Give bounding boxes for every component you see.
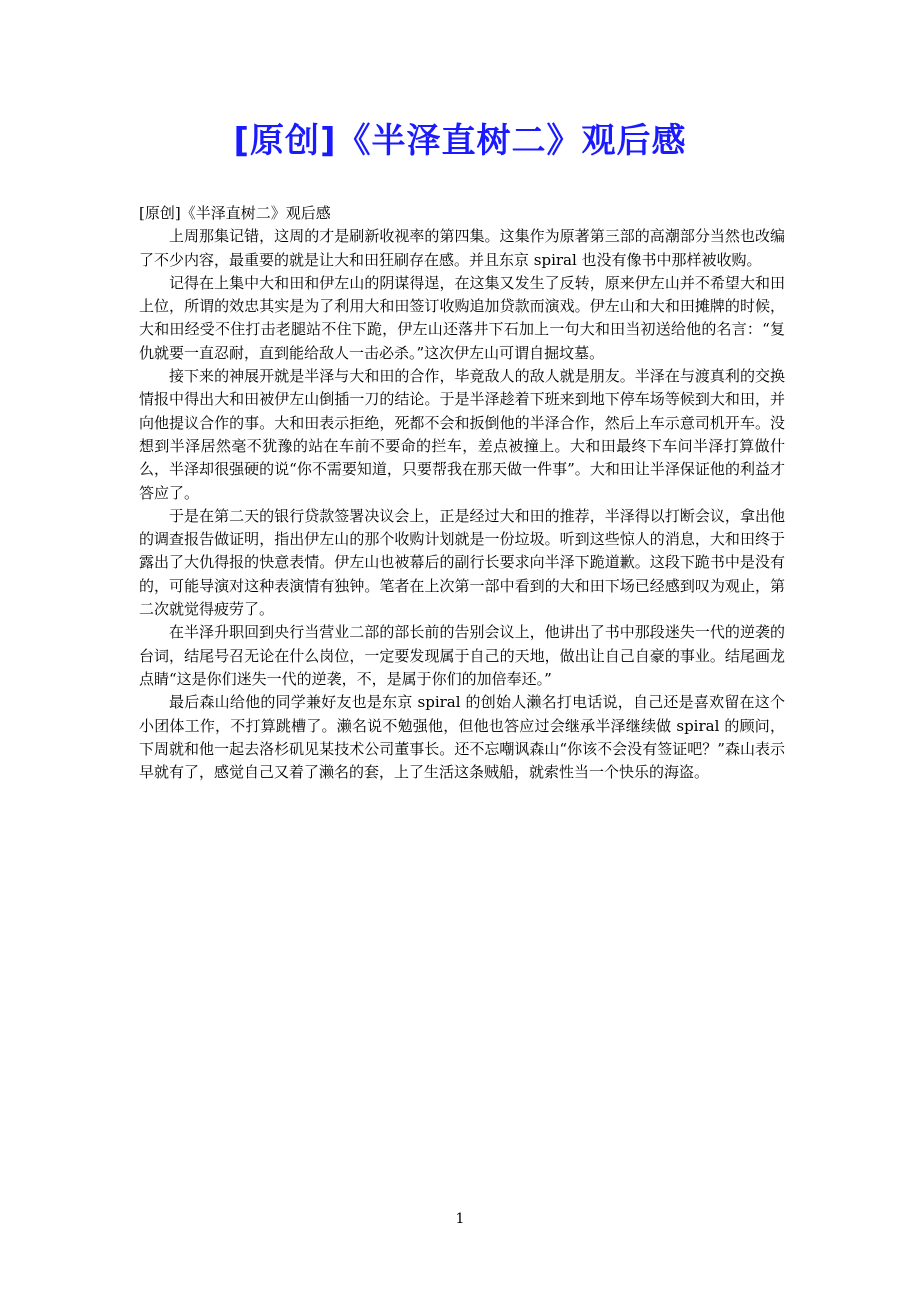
paragraph-3: 接下来的神展开就是半泽与大和田的合作，毕竟敌人的敌人就是朋友。半泽在与渡真利的交换情报中得出大和田被伊左山倒插一刀的结论。于是半泽趁着下班来到地下停车场等候到大和田，并向他提议合作的事。大和田表示拒绝，死都不会和扳倒他的半泽合作，然后上车示意司机开车。没想到半泽居然毫不犹豫的站在车前不要命的拦车，差点被撞上。大和田最终下车问半泽打算做什么，半泽却很强硬的说“你不需要知道，只要帮我在那天做一件事”。大和田让半泽保证他的利益才答应了。	[139, 367, 785, 502]
page-number: 1	[455, 1211, 465, 1227]
subtitle-line: [原创]《半泽直树二》观后感	[139, 204, 331, 222]
document-body	[139, 202, 785, 784]
document-title: [原创]《半泽直树二》观后感	[233, 121, 687, 161]
paragraph-1: 上周那集记错，这周的才是刷新收视率的第四集。这集作为原著第三部的高潮部分当然也改编了不少内容，最重要的就是让大和田狂刷存在感。并且东京 spiral 也没有像书中那样被收购。	[139, 227, 785, 269]
paragraph-4: 于是在第二天的银行贷款签署决议会上，正是经过大和田的推荐，半泽得以打断会议，拿出他的调查报告做证明，指出伊左山的那个收购计划就是一份垃圾。听到这些惊人的消息，大和田终于露出了大仇得报的快意表情。伊左山也被幕后的副行长要求向半泽下跪道歉。这段下跪书中是没有的，可能导演对这种表演情有独钟。笔者在上次第一部中看到的大和田下场已经感到叹为观止，第二次就觉得疲劳了。	[139, 506, 785, 619]
paragraph-5: 在半泽升职回到央行当营业二部的部长前的告别会议上，他讲出了书中那段迷失一代的逆袭的台词，结尾号召无论在什么岗位，一定要发现属于自己的天地，做出让自己自豪的事业。结尾画龙点睛“这是你们迷失一代的逆袭，不，是属于你们的加倍奉还。”	[139, 623, 785, 688]
paragraph-6: 最后森山给他的同学兼好友也是东京 spiral 的创始人濑名打电话说，自己还是喜欢留在这个小团体工作，不打算跳槽了。濑名说不勉强他，但他也答应过会继承半泽继续做 spiral 的顾问，下周就和他一起去洛杉矶见某技术公司董事长。还不忘嘲讽森山“你该不会没有签证吧？”森山表示早就有了，感觉自己又着了濑名的套，上了生活这条贼船，就索性当一个快乐的海盗。	[139, 693, 785, 782]
paragraph-2: 记得在上集中大和田和伊左山的阴谋得逞，在这集又发生了反转，原来伊左山并不希望大和田上位，所谓的效忠其实是为了利用大和田签订收购追加贷款而演戏。伊左山和大和田摊牌的时候，大和田经受不住打击老腿站不住下跪，伊左山还落井下石加上一句大和田当初送给他的名言：“复仇就要一直忍耐，直到能给敌人一击必杀。”这次伊左山可谓自掘坟墓。	[139, 273, 785, 362]
